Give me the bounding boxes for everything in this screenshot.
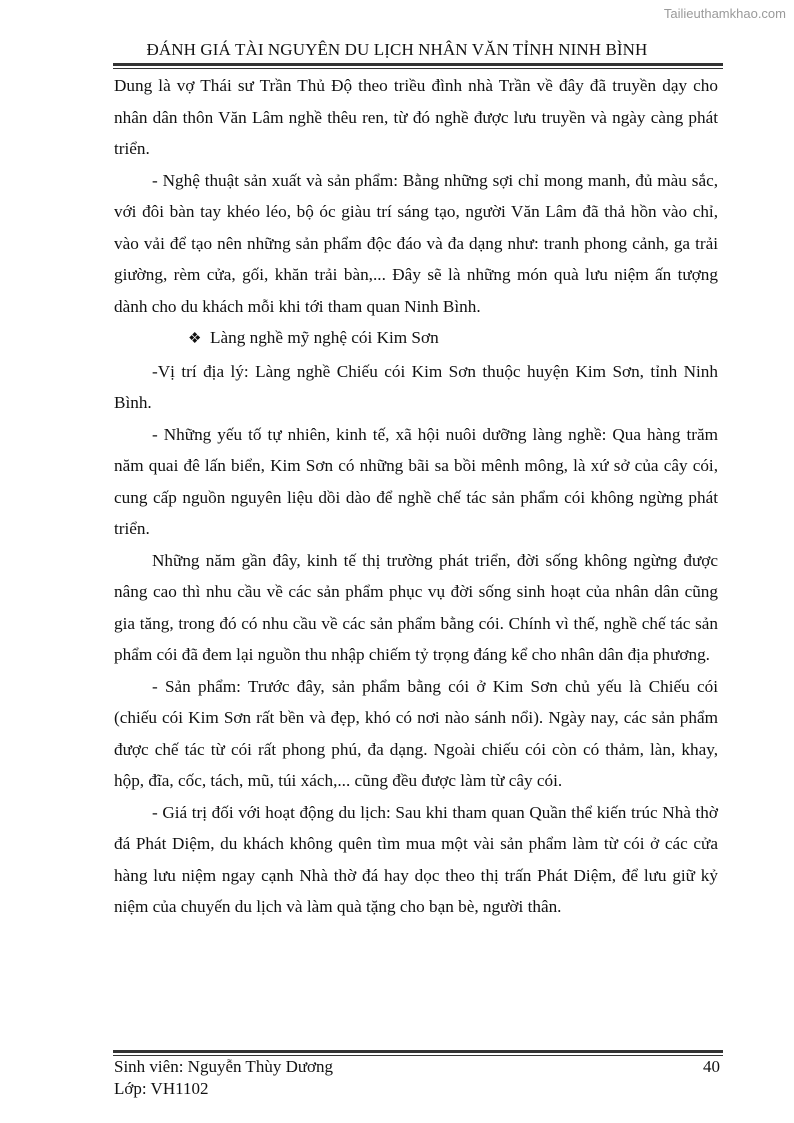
diamond-bullet-icon: ❖ bbox=[188, 331, 202, 347]
page-header-title: ĐÁNH GIÁ TÀI NGUYÊN DU LỊCH NHÂN VĂN TỈNH NINH BÌNH bbox=[146, 40, 648, 59]
section-heading bbox=[114, 322, 718, 356]
paragraph-6: - Sản phẩm: Trước đây, sản phẩm bằng cói ở Kim Sơn chủ yếu là Chiếu cói (chiếu cói Kim Sơn rất bền và đẹp, khó có nơi nào sánh nổi). Ngày nay, các sản phẩm được chế tác từ cói rất phong phú, đa dạng. Ngoài chiếu cói còn có thảm, làn, khay, hộp, đĩa, cốc, tách, mũ, túi xách,... cũng đều được làm từ cây cói. bbox=[114, 676, 718, 790]
paragraph-1: Dung là vợ Thái sư Trần Thủ Độ theo triều đình nhà Trần về đây đã truyền dạy cho nhân dân thôn Văn Lâm nghề thêu ren, từ đó nghề được lưu truyền và ngày càng phát triển. bbox=[114, 76, 718, 158]
paragraph-4: - Những yếu tố tự nhiên, kinh tế, xã hội nuôi dưỡng làng nghề: Qua hàng trăm năm quai đê lấn biển, Kim Sơn có những bãi sa bồi mênh mông, là xứ sở của cây cói, cung cấp nguồn nguyên liệu dồi dào để nghề chế tác sản phẩm cói không ngừng phát triển. bbox=[114, 424, 718, 538]
header-rule-thin bbox=[113, 68, 723, 69]
paragraph-3: -Vị trí địa lý: Làng nghề Chiếu cói Kim Sơn thuộc huyện Kim Sơn, tỉnh Ninh Bình. bbox=[114, 361, 718, 412]
page-number: 40 bbox=[703, 1057, 720, 1076]
page-footer bbox=[114, 1056, 720, 1100]
footer-class: Lớp: VH1102 bbox=[114, 1079, 209, 1098]
footer-rule-thick bbox=[113, 1050, 723, 1053]
watermark: Tailieuthamkhao.com bbox=[663, 6, 786, 21]
footer-student: Sinh viên: Nguyễn Thùy Dương bbox=[114, 1057, 334, 1076]
paragraph-2: - Nghệ thuật sản xuất và sản phẩm: Bằng những sợi chỉ mong manh, đủ màu sắc, với đôi bàn tay khéo léo, bộ óc giàu trí sáng tạo, người Văn Lâm đã thả hồn vào chỉ, vào vải để tạo nên những sản phẩm độc đáo và đa dạng như: tranh phong cảnh, ga trải giường, rèm cửa, gối, khăn trải bàn,... Đây sẽ là những món quà lưu niệm ấn tượng dành cho du khách mỗi khi tới tham quan Ninh Bình. bbox=[114, 170, 718, 316]
header-rule-thick bbox=[113, 63, 723, 66]
section-heading-text: Làng nghề mỹ nghệ cói Kim Sơn bbox=[210, 328, 439, 347]
paragraph-7: - Giá trị đối với hoạt động du lịch: Sau khi tham quan Quần thể kiến trúc Nhà thờ đá Phát Diệm, du khách không quên tìm mua một vài sản phẩm làm từ cói ở các cửa hàng lưu niệm ngay cạnh Nhà thờ đá hay dọc theo thị trấn Phát Diệm, để lưu giữ kỷ niệm của chuyến du lịch và làm quà tặng cho bạn bè, người thân. bbox=[114, 802, 718, 916]
document-body bbox=[114, 70, 718, 923]
paragraph-5: Những năm gần đây, kinh tế thị trường phát triển, đời sống không ngừng được nâng cao thì nhu cầu về các sản phẩm phục vụ đời sống sinh hoạt của nhân dân cũng gia tăng, trong đó có nhu cầu về các sản phẩm bằng cói. Chính vì thế, nghề chế tác sản phẩm cói đã đem lại nguồn thu nhập chiếm tỷ trọng đáng kể cho nhân dân địa phương. bbox=[114, 550, 718, 664]
